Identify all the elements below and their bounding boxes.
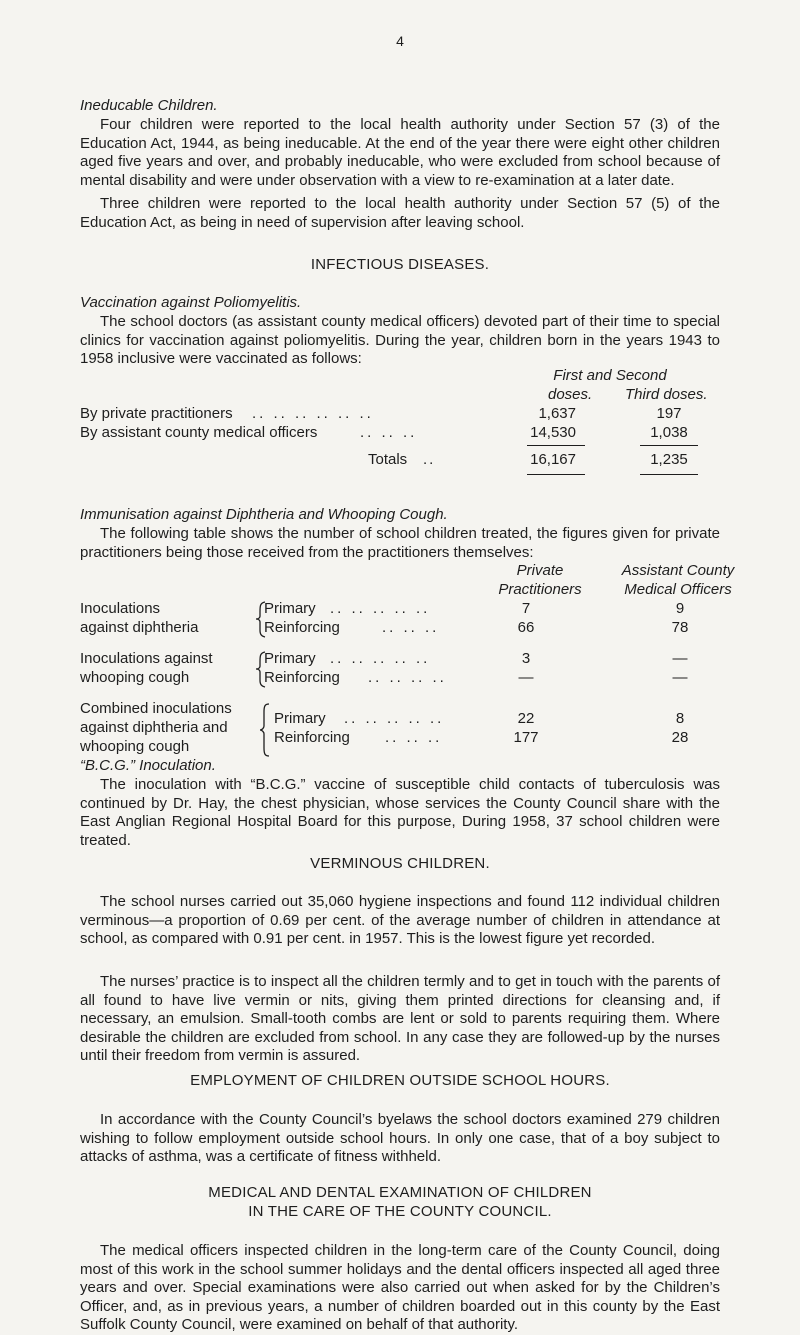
row-private: — xyxy=(518,669,534,686)
polio-heading: Vaccination against Poliomyelitis. xyxy=(80,294,302,311)
row-type: Reinforcing xyxy=(274,729,350,746)
col-acmo-line1: Assistant County xyxy=(621,562,735,579)
row-type: Primary xyxy=(264,650,316,667)
group-label-line: against diphtheria xyxy=(80,619,199,636)
total-first-second: 16,167 xyxy=(530,451,576,468)
leader-dots: .. .. .. .. .. .. xyxy=(252,405,374,422)
row-private: 7 xyxy=(521,600,531,617)
col-first-second-line1: First and Second xyxy=(553,367,667,384)
leader-dots: .. .. .. .. xyxy=(368,669,447,686)
row-type: Primary xyxy=(274,710,326,727)
row-private: 22 xyxy=(517,710,535,727)
leader-dots: .. xyxy=(423,451,436,468)
immunisation-heading: Immunisation against Diphtheria and Whooping Cough. xyxy=(80,506,448,523)
subtotal-rule xyxy=(527,445,585,446)
row-acmo: 78 xyxy=(671,619,689,636)
row-acmo: 9 xyxy=(675,600,685,617)
col-third-doses: Third doses. xyxy=(625,386,708,403)
row-first-second: 1,637 xyxy=(538,405,576,422)
row-acmo: 28 xyxy=(671,729,689,746)
medical-heading-line2: IN THE CARE OF THE COUNTY COUNCIL. xyxy=(248,1203,552,1220)
infectious-diseases-heading: INFECTIOUS DISEASES. xyxy=(310,256,490,273)
employment-heading: EMPLOYMENT OF CHILDREN OUTSIDE SCHOOL HOURS. xyxy=(190,1072,610,1089)
row-label: By private practitioners xyxy=(80,405,233,422)
total-rule xyxy=(640,474,698,475)
group-label-line: whooping cough xyxy=(80,738,190,755)
ineducable-paragraph-1: Four children were reported to the local health authority under Section 57 (3) of the Education Act, 1944, as being ineducable. At the end of the year there were eight other children aged five years and over, and probably ineducable, who were excluded from school because of mental disability and were under observation with a view to re-examination at a later date. xyxy=(80,116,720,189)
polio-paragraph: The school doctors (as assistant county medical officers) devoted part of their time to special clinics for vaccination against poliomyelitis. During the year, children born in the years 1943 to 1958 inclusive were vaccinated as follows: xyxy=(80,313,720,367)
row-private: 3 xyxy=(521,650,531,667)
totals-label: Totals xyxy=(368,451,408,468)
leader-dots: .. .. .. xyxy=(382,619,440,636)
brace-icon xyxy=(258,702,270,758)
subtotal-rule xyxy=(640,445,698,446)
leader-dots: .. .. .. xyxy=(385,729,443,746)
row-first-second: 14,530 xyxy=(530,424,576,441)
row-acmo: 8 xyxy=(675,710,685,727)
col-private-line1: Private xyxy=(516,562,564,579)
verminous-paragraph-2: The nurses’ practice is to inspect all the children termly and to get in touch with the parents of all found to have live vermin or nits, giving them printed directions for cleansing and, if necessary, an emulsion. Small-tooth combs are lent or sold to parents requiring them. Where desirable the children are excluded from school. In any case they are followed-up by the nurses until their freedom from vermin is assured. xyxy=(80,973,720,1064)
total-rule xyxy=(527,474,585,475)
row-acmo: — xyxy=(672,650,688,667)
row-third: 1,038 xyxy=(650,424,688,441)
employment-paragraph: In accordance with the County Council’s byelaws the school doctors examined 279 children wishing to follow employment outside school hours. In only one case, that of a boy subject to attacks of asthma, was a certificate of fitness withheld. xyxy=(80,1111,720,1165)
row-type: Reinforcing xyxy=(264,669,340,686)
group-label-line: Inoculations xyxy=(80,600,161,617)
row-private: 66 xyxy=(517,619,535,636)
medical-paragraph: The medical officers inspected children in the long-term care of the County Council, doing most of this work in the school summer holidays and the dental officers inspected all aged three years and over. Special examinations were also carried out when asked for by the Children’s Officer, and, as in previous years, a number of children boarded out in this county by the East Suffolk County Council, were examined on behalf of that authority. xyxy=(80,1242,720,1333)
row-acmo: — xyxy=(672,669,688,686)
verminous-paragraph-1: The school nurses carried out 35,060 hygiene inspections and found 112 individual children verminous—a proportion of 0.69 per cent. of the average number of children in attendance at school, as compared with 0.91 per cent. in 1957. This is the lowest figure yet recorded. xyxy=(80,893,720,947)
page-number: 4 xyxy=(396,33,404,49)
ineducable-paragraph-2: Three children were reported to the local health authority under Section 57 (5) of the Education Act, as being in need of supervision after leaving school. xyxy=(80,195,720,231)
col-first-second-line2: doses. xyxy=(548,386,593,403)
col-private-line2: Practitioners xyxy=(498,581,582,598)
row-private: 177 xyxy=(513,729,539,746)
bcg-paragraph: The inoculation with “B.C.G.” vaccine of susceptible child contacts of tuberculosis was continued by Dr. Hay, the chest physician, whose services the County Council share with the East Anglian Regional Hospital Board for this purpose, During 1958, 37 school children were treated. xyxy=(80,776,720,849)
row-type: Reinforcing xyxy=(264,619,340,636)
leader-dots: .. .. .. .. .. xyxy=(330,650,431,667)
col-acmo-line2: Medical Officers xyxy=(624,581,732,598)
bcg-heading: “B.C.G.” Inoculation. xyxy=(80,757,216,774)
row-third: 197 xyxy=(656,405,682,422)
immunisation-paragraph: The following table shows the number of school children treated, the figures given for private practitioners being those received from the practitioners themselves: xyxy=(80,525,720,561)
row-type: Primary xyxy=(264,600,316,617)
group-label-line: whooping cough xyxy=(80,669,190,686)
ineducable-heading: Ineducable Children. xyxy=(80,97,218,114)
leader-dots: .. .. .. .. .. xyxy=(330,600,431,617)
verminous-heading: VERMINOUS CHILDREN. xyxy=(310,855,490,872)
group-label-line: Inoculations against xyxy=(80,650,213,667)
leader-dots: .. .. .. .. .. xyxy=(344,710,445,727)
row-label: By assistant county medical officers xyxy=(80,424,318,441)
total-third: 1,235 xyxy=(650,451,688,468)
leader-dots: .. .. .. xyxy=(360,424,418,441)
group-label-line: against diphtheria and xyxy=(80,719,228,736)
medical-heading-line1: MEDICAL AND DENTAL EXAMINATION OF CHILDREN xyxy=(208,1184,592,1201)
group-label-line: Combined inoculations xyxy=(80,700,232,717)
